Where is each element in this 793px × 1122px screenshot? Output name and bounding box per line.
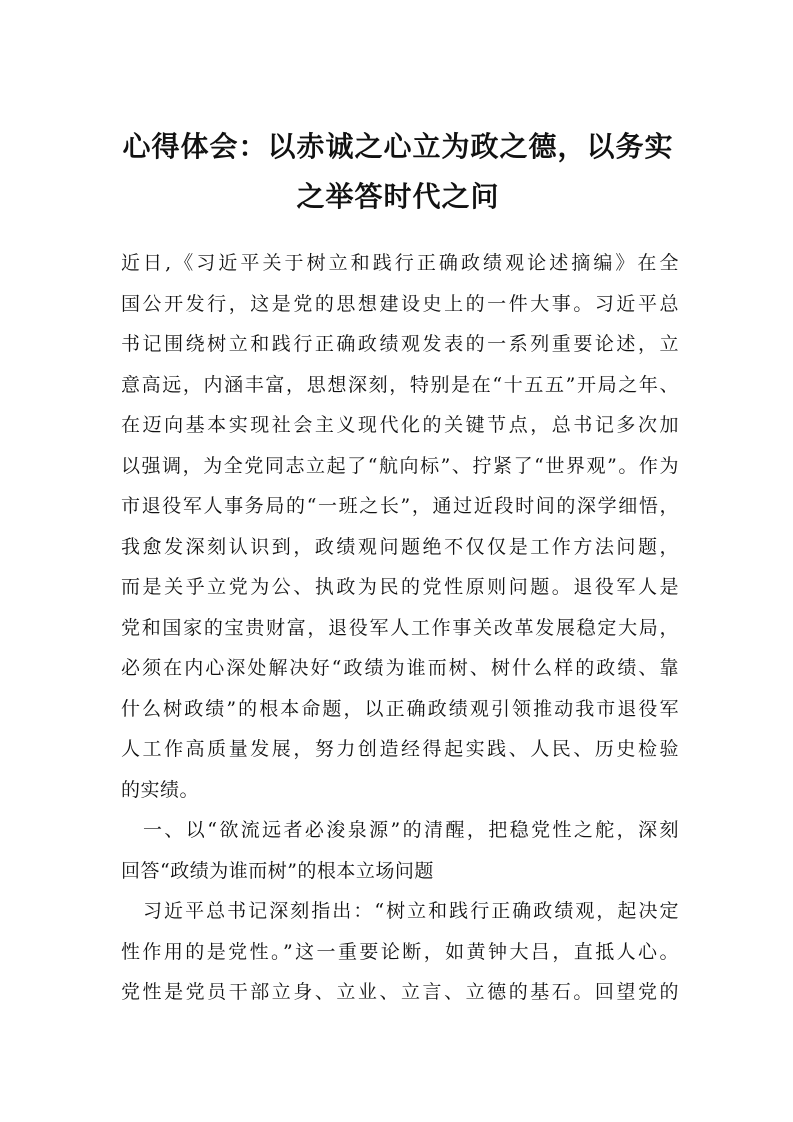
document-body xyxy=(121,243,679,1013)
text-line: 一、以“欲流远者必浚泉源”的清醒，把稳党性之舵，深刻 xyxy=(143,819,679,841)
text-line: 什么树政绩”的根本命题，以正确政绩观引领推动我市退役军 xyxy=(121,697,679,720)
text-line: 意高远，内涵丰富，思想深刻，特别是在“十五五”开局之年、 xyxy=(121,373,679,396)
text-line: 党和国家的宝贵财富，退役军人工作事关改革发展稳定大局， xyxy=(121,616,679,639)
text-line: 的实绩。 xyxy=(121,778,200,801)
text-line: 国公开发行，这是党的思想建设史上的一件大事。习近平总 xyxy=(121,292,679,315)
text-line: 市退役军人事务局的“一班之长”，通过近段时间的深学细悟， xyxy=(121,495,679,517)
text-line: 在迈向基本实现社会主义现代化的关键节点，总书记多次加 xyxy=(121,414,679,436)
paragraph-intro xyxy=(121,243,679,810)
paragraph-party-spirit xyxy=(121,891,679,1013)
title-line-1: 心得体会：以赤诚之心立为政之德，以务实 xyxy=(122,130,674,163)
text-line: 回答“政绩为谁而树”的根本立场问题 xyxy=(121,859,434,882)
text-line: 以强调，为全党同志立起了“航向标”、拧紧了“世界观”。作为 xyxy=(121,454,679,477)
text-line: 人工作高质量发展，努力创造经得起实践、人民、历史检验 xyxy=(121,738,679,760)
text-line: 近日,《习近平关于树立和践行正确政绩观论述摘编》在全 xyxy=(121,252,679,274)
document-title xyxy=(118,122,678,222)
text-line: 必须在内心深处解决好“政绩为谁而树、树什么样的政绩、靠 xyxy=(121,657,679,679)
text-line: 习近平总书记深刻指出：“树立和践行正确政绩观，起决定 xyxy=(143,900,679,922)
title-line-2: 之举答时代之问 xyxy=(296,180,500,213)
text-line: 书记围绕树立和践行正确政绩观发表的一系列重要论述，立 xyxy=(121,333,679,355)
text-line: 我愈发深刻认识到，政绩观问题绝不仅仅是工作方法问题， xyxy=(121,535,679,558)
text-line: 性作用的是党性。”这一重要论断，如黄钟大吕，直抵人心。 xyxy=(121,940,679,963)
text-line: 党性是党员干部立身、立业、立言、立德的基石。回望党的 xyxy=(121,981,679,1003)
text-line: 而是关乎立党为公、执政为民的党性原则问题。退役军人是 xyxy=(121,576,679,598)
section-heading-1 xyxy=(121,810,679,891)
